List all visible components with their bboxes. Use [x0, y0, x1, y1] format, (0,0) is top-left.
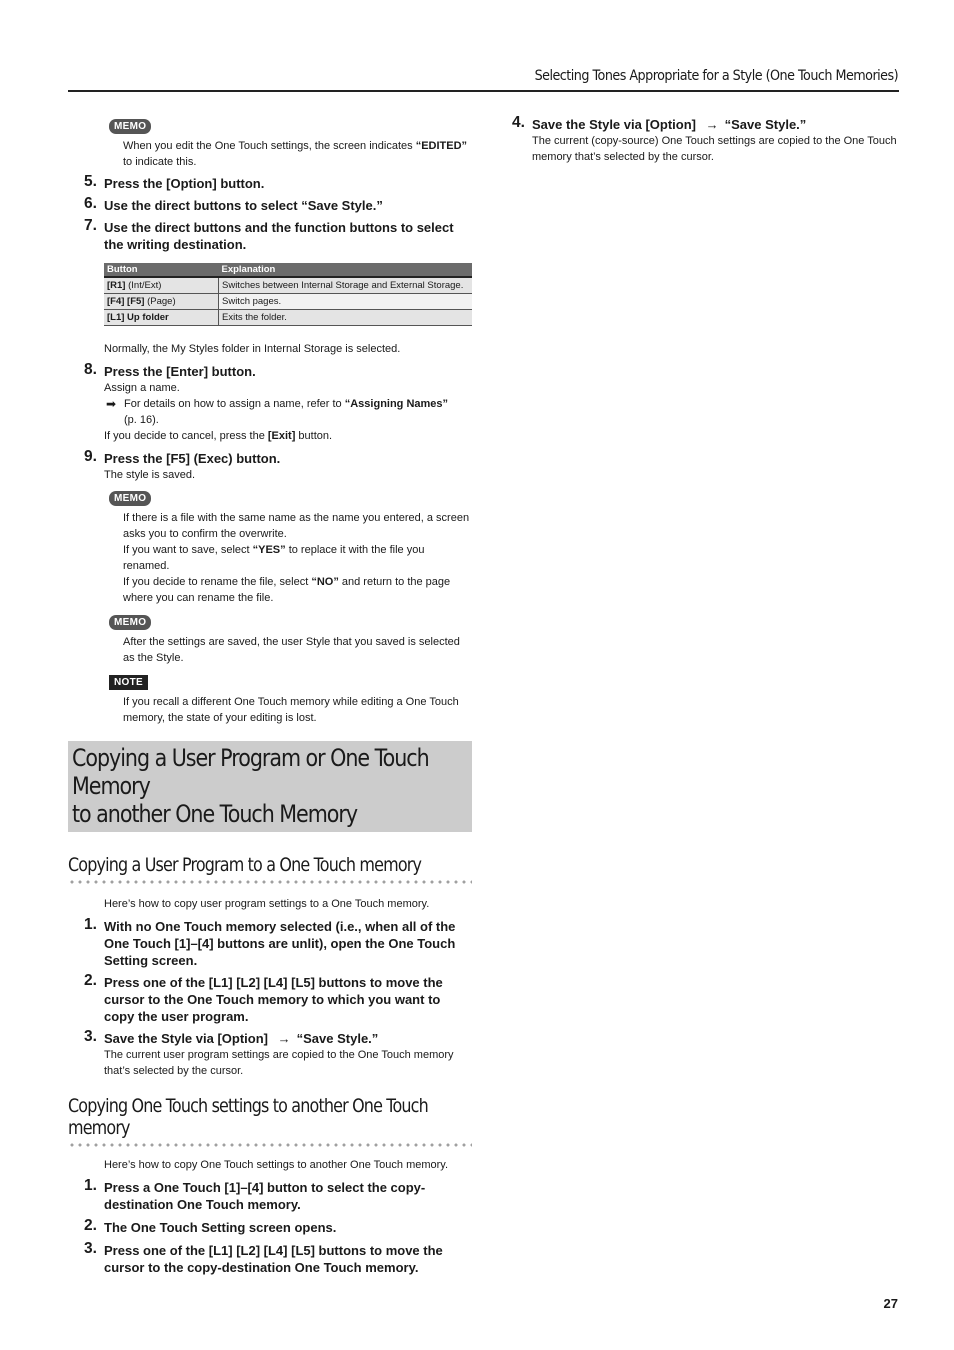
note-block	[109, 672, 472, 690]
memo-badge: MEMO	[109, 119, 151, 134]
intro-text-1: Here’s how to copy user program settings to a One Touch memory.	[104, 898, 430, 910]
table-row: [R1] (Int/Ext) Switches between Internal Storage and External Storage.	[104, 277, 472, 294]
memo-text-2: If there is a file with the same name as the name you entered, a screen asks you to confirm the overwrite. If you want to save, select “YES” to replace it with the file you renamed. If you decide to rename the file, select “NO” and return to the page where you can rename the file.	[123, 512, 470, 604]
memo-block-2	[109, 488, 472, 506]
note-badge: NOTE	[109, 675, 148, 690]
memo-text-3: After the settings are saved, the user Style that you saved is selected as the Style.	[123, 636, 460, 664]
step-6: 6. Use the direct buttons to select “Save Style.”	[84, 195, 383, 213]
dotted-rule	[68, 1143, 472, 1147]
memo-badge: MEMO	[109, 491, 151, 506]
left-column	[68, 116, 472, 1276]
assign-text: Assign a name.	[104, 382, 180, 394]
table-header-explanation: Explanation	[219, 263, 473, 277]
copy-step-3: 3. Save the Style via [Option] → “Save Style.”	[84, 1028, 379, 1046]
arrow-icon: →	[705, 117, 719, 132]
save-step-4: 4. Save the Style via [Option] → “Save Style.”	[512, 114, 807, 132]
step-8: 8. Press the [Enter] button.	[84, 361, 256, 379]
button-table	[104, 263, 472, 326]
subsection-heading-2: Copying One Touch settings to another One Touch memory	[68, 1095, 428, 1139]
memo-block-1	[109, 116, 472, 134]
step-9: 9. Press the [F5] (Exec) button.	[84, 448, 281, 466]
memo-text-1: When you edit the One Touch settings, the screen indicates “EDITED” to indicate this.	[123, 140, 468, 168]
copy-step-1: 1. With no One Touch memory selected (i.e., when all of the One Touch [1]–[4] buttons are unlit), open the One Touch Setting screen.	[84, 916, 456, 968]
assigning-names-link[interactable]: “Assigning Names”	[344, 398, 449, 410]
copy-step-2: 2. Press one of the [L1] [L2] [L4] [L5] buttons to move the cursor to the One Touch memory to which you want to copy the user program.	[84, 972, 443, 1024]
page-number: 27	[883, 1296, 898, 1311]
step-5: 5. Press the [Option] button.	[84, 173, 265, 191]
section-heading: Copying a User Program or One Touch Memory to another One Touch Memory	[68, 741, 472, 832]
reference-line: ➡ For details on how to assign a name, refer to “Assigning Names” (p. 16).	[106, 397, 449, 426]
right-column	[512, 116, 898, 165]
copy2-step-3: 3. Press one of the [L1] [L2] [L4] [L5] buttons to move the cursor to the copy-destination One Touch memory.	[84, 1240, 443, 1275]
saved-text: The style is saved.	[104, 469, 196, 481]
intro-text-2: Here’s how to copy One Touch settings to another One Touch memory.	[104, 1159, 449, 1171]
cancel-text: If you decide to cancel, press the [Exit] button.	[104, 430, 333, 442]
arrow-right-icon: ➡	[106, 397, 117, 411]
dotted-rule	[68, 880, 472, 884]
table-row: [F4] [F5] (Page) Switch pages.	[104, 294, 472, 310]
copy-step-3-desc: The current user program settings are copied to the One Touch memory that’s selected by the cursor.	[104, 1049, 454, 1077]
memo-badge: MEMO	[109, 615, 151, 630]
table-header-button: Button	[104, 263, 219, 277]
subsection-heading-1: Copying a User Program to a One Touch memory	[68, 854, 422, 876]
memo-block-3	[109, 612, 472, 630]
header-rule	[68, 90, 899, 92]
note-text: If you recall a different One Touch memory while editing a One Touch memory, the state of your editing is lost.	[123, 696, 459, 724]
table-row: [L1] Up folder Exits the folder.	[104, 310, 472, 326]
save-step-4-desc: The current (copy-source) One Touch settings are copied to the One Touch memory that’s selected by the cursor.	[532, 135, 897, 163]
copy2-step-1: 1. Press a One Touch [1]–[4] button to select the copy-destination One Touch memory.	[84, 1177, 426, 1212]
copy2-step-2: 2. The One Touch Setting screen opens.	[84, 1217, 337, 1235]
arrow-icon: →	[277, 1031, 291, 1046]
step-7: 7. Use the direct buttons and the function buttons to select the writing destination.	[84, 217, 454, 252]
running-header: Selecting Tones Appropriate for a Style (One Touch Memories)	[534, 68, 898, 84]
normally-text: Normally, the My Styles folder in Internal Storage is selected.	[104, 343, 401, 355]
